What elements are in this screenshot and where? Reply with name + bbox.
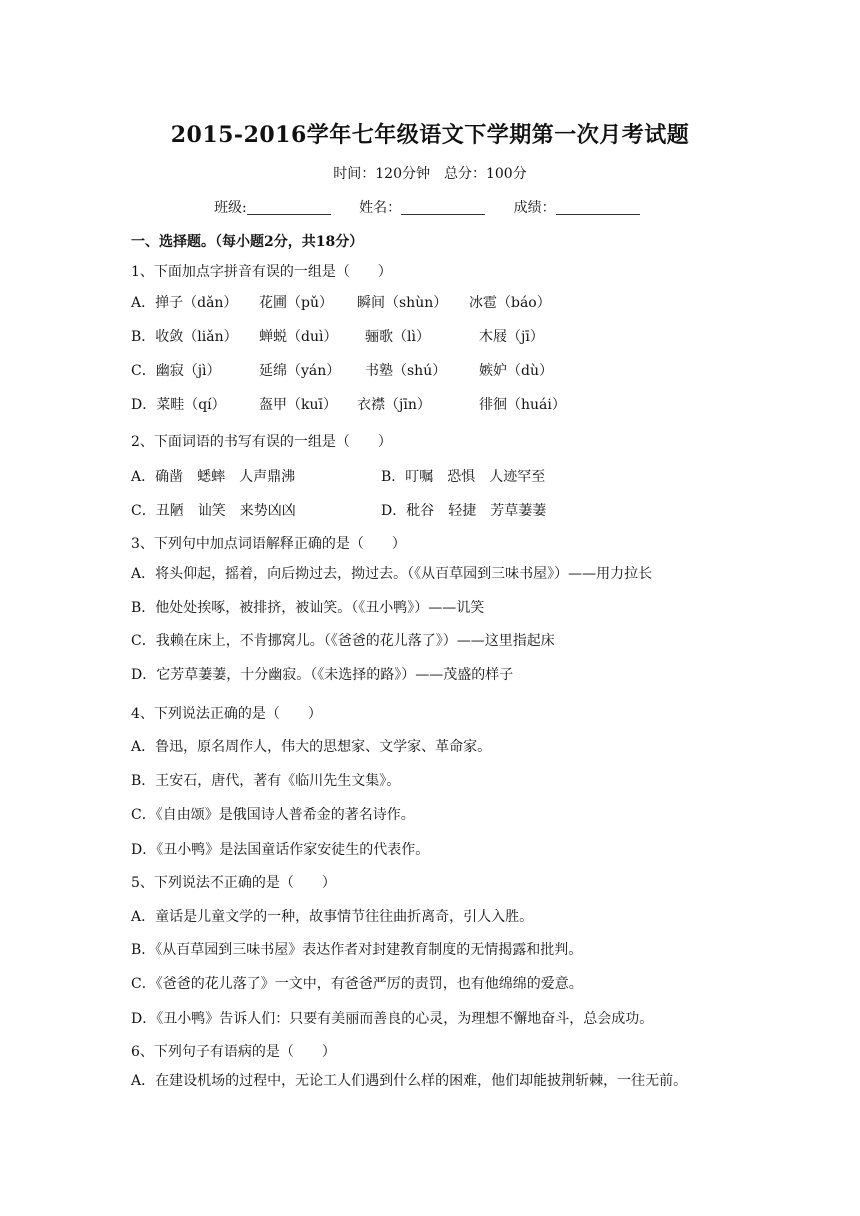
q4-option-b: B．王安石，唐代，著有《临川先生文集》。 (131, 773, 401, 789)
q1-d-1: D．菜畦（qí） (131, 397, 226, 413)
q2-stem: 2、下面词语的书写有误的一组是（ ） (131, 434, 392, 450)
section-heading: 一、选择题。（每小题2分，共18分） (131, 234, 364, 250)
q6-option-a: A．在建设机场的过程中，无论工人们遇到什么样的困难，他们却能披荆斩棘，一往无前。 (131, 1073, 688, 1089)
q3-option-d: D．它芳草萋萋，十分幽寂。（《未选择的路》）——茂盛的样子 (131, 667, 514, 683)
q4-stem: 4、下列说法正确的是（ ） (131, 706, 322, 722)
exam-subtitle: 时间：120分钟 总分：100分 (333, 166, 527, 182)
score-blank[interactable] (556, 200, 640, 215)
student-info-fields (214, 197, 640, 217)
q1-option-d (131, 395, 566, 415)
q1-c-1: C．幽寂（jì） (131, 363, 221, 379)
q3-option-c: C．我赖在床上，不肯挪窝儿。（《爸爸的花儿落了》）——这里指起床 (131, 633, 555, 649)
q1-a-1: A．掸子（dǎn） (131, 295, 238, 311)
score-label: 成绩： (513, 200, 556, 216)
q1-b-1: B．收敛（liǎn） (131, 329, 238, 345)
q6-stem: 6、下列句子有语病的是（ ） (131, 1044, 336, 1060)
q5-stem: 5、下列说法不正确的是（ ） (131, 875, 336, 891)
q2-option-a: A．确凿 蟋蟀 人声鼎沸 (131, 469, 296, 485)
q2-option-d: D．秕谷 轻捷 芳草萋萋 (381, 503, 547, 519)
q5-option-d: D．《丑小鸭》告诉人们：只要有美丽而善良的心灵，为理想不懈地奋斗，总会成功。 (131, 1011, 654, 1027)
q1-d-4: 徘徊（huái） (479, 397, 566, 413)
class-blank[interactable] (247, 200, 331, 215)
q3-option-a: A．将头仰起，摇着，向后拗过去，拗过去。（《从百草园到三味书屋》）——用力拉长 (131, 566, 653, 582)
q5-option-a: A．童话是儿童文学的一种，故事情节往往曲折离奇，引人入胜。 (131, 909, 534, 925)
q1-b-4: 木屐（jī） (479, 329, 544, 345)
q1-a-4: 冰雹（báo） (469, 295, 551, 311)
q1-b-3: 骊歌（lì） (365, 329, 430, 345)
q5-option-c: C．《爸爸的花儿落了》一文中，有爸爸严厉的责罚，也有他绵绵的爱意。 (131, 976, 583, 992)
q1-option-c (131, 361, 553, 381)
q1-d-2: 盔甲（kuī） (259, 397, 337, 413)
q2-option-b: B．叮嘱 恐惧 人迹罕至 (381, 469, 546, 485)
q1-c-2: 延绵（yán） (259, 363, 341, 379)
q3-stem: 3、下列句中加点词语解释正确的是（ ） (131, 536, 406, 552)
q4-option-c: C．《自由颂》是俄国诗人普希金的著名诗作。 (131, 807, 415, 823)
q1-c-4: 嫉妒（dù） (479, 363, 553, 379)
exam-title: 2015-2016学年七年级语文下学期第一次月考试题 (170, 122, 690, 148)
q1-option-b (131, 327, 544, 347)
q1-option-a (131, 293, 551, 313)
q1-c-3: 书塾（shú） (365, 363, 447, 379)
q1-a-2: 花圃（pǔ） (259, 295, 333, 311)
name-label: 姓名： (359, 200, 402, 216)
q2-option-c: C．丑陋 讪笑 来势凶凶 (131, 503, 296, 519)
q1-b-2: 蝉蜕（duì） (259, 329, 338, 345)
q2-option-ab (131, 467, 545, 487)
q4-option-a: A．鲁迅，原名周作人，伟大的思想家、文学家、革命家。 (131, 739, 492, 755)
q3-option-b: B．他处处挨啄，被排挤，被讪笑。（《丑小鸭》）——讥笑 (131, 600, 485, 616)
q1-a-3: 瞬间（shùn） (357, 295, 448, 311)
q2-option-cd (131, 501, 546, 521)
q1-stem: 1、下面加点字拼音有误的一组是（ ） (131, 264, 392, 280)
q1-d-3: 衣襟（jīn） (357, 397, 431, 413)
q5-option-b: B．《从百草园到三味书屋》表达作者对封建教育制度的无情揭露和批判。 (131, 942, 583, 958)
q4-option-d: D．《丑小鸭》是法国童话作家安徒生的代表作。 (131, 842, 430, 858)
class-label: 班级: (214, 200, 247, 216)
name-blank[interactable] (401, 200, 485, 215)
